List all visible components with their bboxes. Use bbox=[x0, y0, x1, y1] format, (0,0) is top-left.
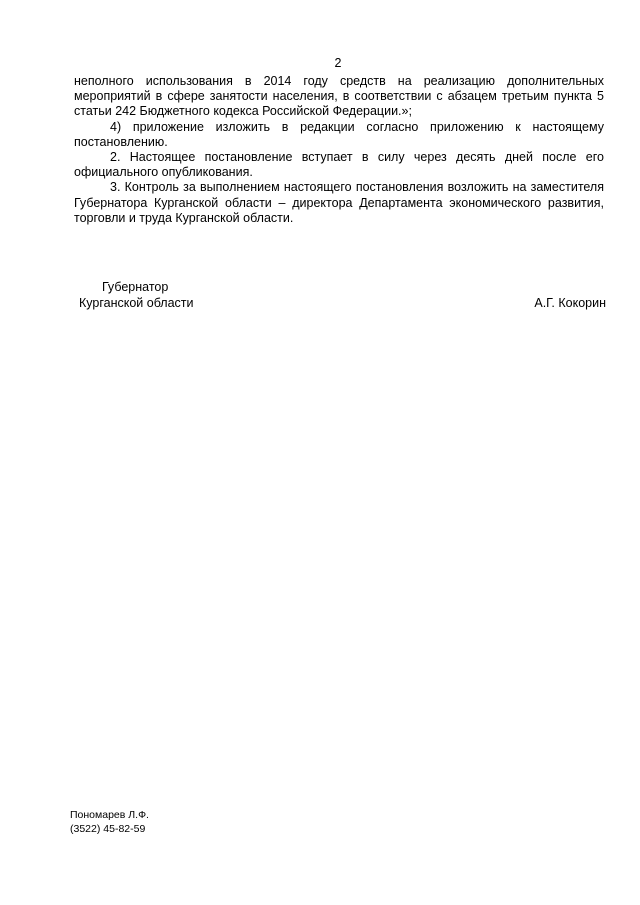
signatory-title bbox=[74, 279, 214, 311]
signatory-name: А.Г. Кокорин bbox=[534, 296, 606, 310]
executor-phone: (3522) 45-82-59 bbox=[70, 823, 146, 835]
page-number: 2 bbox=[334, 56, 342, 70]
paragraph-item-4: 4) приложение изложить в редакции согласно приложению к настоящему постановлению. bbox=[74, 119, 604, 149]
paragraph-clause-2: 2. Настоящее постановление вступает в силу через десять дней после его официального опубликования. bbox=[74, 150, 604, 180]
document-body bbox=[74, 74, 604, 226]
paragraph-clause-3: 3. Контроль за выполнением настоящего постановления возложить на заместителя Губернатора Курганской области – директора Департамента экономического развития, торговли и труда Курганской области. bbox=[74, 180, 604, 225]
signatory-title-line1: Губернатор bbox=[102, 280, 169, 294]
executor-block bbox=[70, 808, 270, 836]
executor-name: Пономарев Л.Ф. bbox=[70, 809, 149, 821]
paragraph-continuation: неполного использования в 2014 году средств на реализацию дополнительных мероприятий в сфере занятости населения, в соответствии с абзацем третьим пункта 5 статьи 242 Бюджетного кодекса Российской Федерации.»; bbox=[74, 74, 604, 119]
signatory-title-line2: Курганской области bbox=[79, 296, 194, 310]
